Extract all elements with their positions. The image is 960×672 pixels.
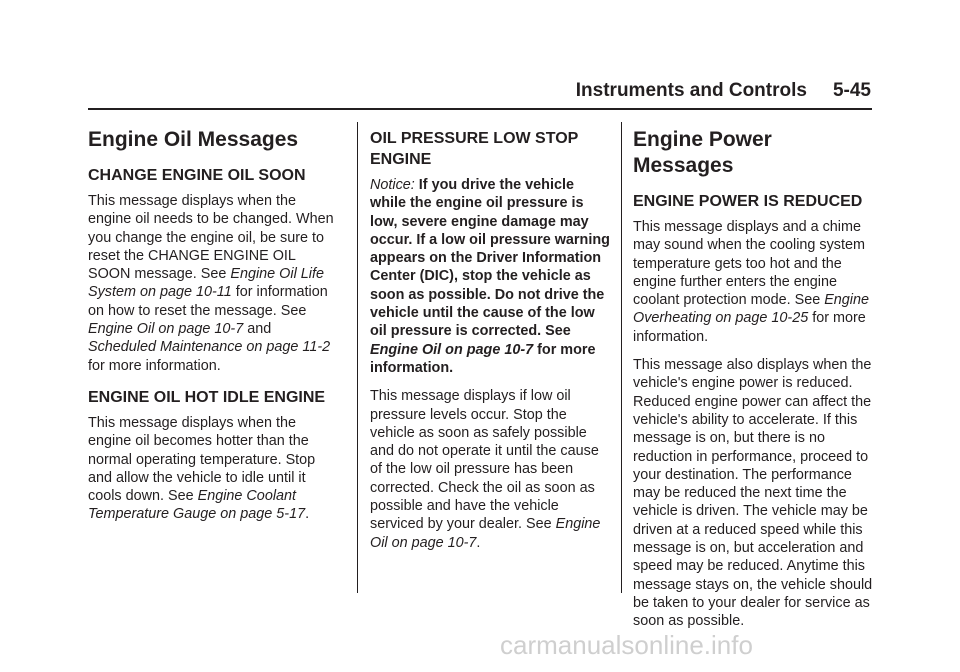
text: This message displays and a chime may sound when the cooling system temperature gets too hot and the engine further enters the engine coolant protection mode. See xyxy=(633,219,865,309)
column-1 xyxy=(88,127,340,534)
section-heading-engine-oil: Engine Oil Messages xyxy=(88,128,299,151)
text: for information on how to reset the message. See xyxy=(88,284,328,319)
header-rule xyxy=(88,108,872,110)
column-2 xyxy=(370,127,610,562)
link-engine-overheating[interactable]: Engine Overheating on page 10-25 xyxy=(633,292,870,327)
text: This message displays if low oil pressure levels occur. Stop the vehicle as soon as safely possible and do not operate it until the cause of the low oil pressure has been corrected. Check the oil as soon as possible and have the vehicle serviced by your dealer. See xyxy=(370,388,599,533)
section-title: Instruments and Controls xyxy=(575,80,807,101)
link-engine-oil-2[interactable]: Engine Oil on page 10-7 xyxy=(370,516,601,551)
subheading-oil-hot: ENGINE OIL HOT IDLE ENGINE xyxy=(88,388,326,406)
page-number: 5-45 xyxy=(832,80,871,101)
column-divider-2 xyxy=(621,122,622,593)
text: . xyxy=(476,534,481,551)
subheading-oil-pressure: OIL PRESSURE LOW STOP ENGINE xyxy=(370,130,579,168)
column-divider-1 xyxy=(357,122,358,593)
link-engine-oil[interactable]: Engine Oil on page 10-7 xyxy=(88,321,244,338)
text: for more information. xyxy=(88,357,221,374)
text: and xyxy=(243,321,272,338)
link-engine-oil-notice[interactable]: Engine Oil on page 10-7 xyxy=(370,341,534,358)
link-oil-life-system[interactable]: Engine Oil Life System on page 10-11 xyxy=(88,266,324,301)
link-scheduled-maintenance[interactable]: Scheduled Maintenance on page 11-2 xyxy=(88,339,331,356)
notice-label: Notice: xyxy=(370,177,415,193)
text: for more information. xyxy=(633,310,866,345)
paragraph-change-oil xyxy=(88,192,340,375)
paragraph-power-1 xyxy=(633,218,873,346)
watermark: carmanualsonline.info xyxy=(500,630,753,660)
subheading-change-oil: CHANGE ENGINE OIL SOON xyxy=(88,167,306,184)
text: This message displays when the engine oil becomes hotter than the normal operating temperature. Stop and allow the vehicle to idle until it cools down. See xyxy=(88,414,316,505)
text: . xyxy=(305,506,310,523)
subheading-power-reduced: ENGINE POWER IS REDUCED xyxy=(633,193,863,210)
page-header xyxy=(576,80,871,102)
paragraph-oil-hot xyxy=(88,414,340,524)
text: If you drive the vehicle while the engine oil pressure is low, severe engine damage may occur. If a low oil pressure warning appears on the Driver Information Center (DIC), stop the vehicle as soon as possible. Do not drive the vehicle until the cause of the low oil pressure is corrected. See xyxy=(370,177,610,340)
link-coolant-gauge[interactable]: Engine Coolant Temperature Gauge on page 5-17 xyxy=(88,488,306,523)
notice-paragraph xyxy=(370,176,610,377)
column-3 xyxy=(633,127,873,641)
text: This message displays when the engine oil needs to be changed. When you change the engine oil, be sure to reset the CHANGE ENGINE OIL SOON message. See xyxy=(88,193,334,283)
paragraph-power-2: This message also displays when the vehicle's engine power is reduced. Reduced engine power can affect the vehicle's ability to accelerate. If this message is on, but there is no reduction in performance, proceed to your destination. The performance may be reduced the next time the vehicle is driven. The vehicle may be driven at a reduced speed while this message is on, but acceleration and speed may be reduced. Anytime this message stays on, the vehicle should be taken to your dealer for service as soon as possible. xyxy=(633,357,873,630)
section-heading-engine-power: Engine Power Messages xyxy=(633,128,772,177)
text: for more information. xyxy=(370,341,596,376)
paragraph-oil-pressure xyxy=(370,387,610,552)
